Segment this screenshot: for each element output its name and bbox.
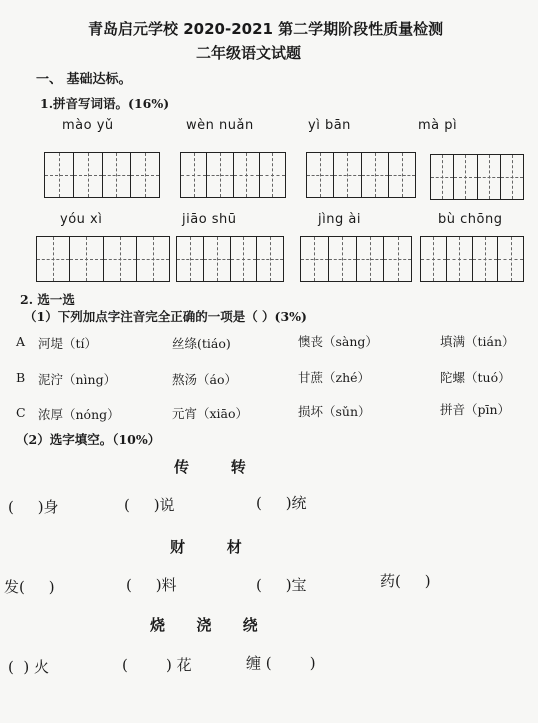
writing-grid[interactable] [180, 152, 286, 198]
exam-title: 青岛启元学校 2020-2021 第二学期阶段性质量检测 [88, 20, 444, 38]
option-item: 泥泞（nìng） [38, 372, 117, 387]
option-item: 甘蔗（zhé） [298, 370, 371, 385]
writing-grid[interactable] [420, 236, 524, 282]
exam-subtitle: 二年级语文试题 [196, 44, 302, 62]
fill-blank[interactable]: ( )说 [124, 496, 175, 514]
fill-blank[interactable]: ( ) 火 [8, 658, 50, 676]
option-item: 陀螺（tuó） [440, 370, 511, 385]
fill-blank[interactable]: ( ) 花 [122, 656, 192, 674]
fill-blank[interactable]: 药( ) [380, 572, 431, 590]
pinyin-prompt: mào yǔ [62, 118, 114, 133]
fill-blank[interactable]: ( )身 [8, 498, 59, 516]
option-item: 懊丧（sàng） [298, 334, 378, 349]
option-item: 损坏（sǔn） [298, 404, 371, 419]
question1-heading: 1.拼音写词语。(16%) [40, 96, 170, 111]
fill-blank[interactable]: ( )料 [126, 576, 177, 594]
writing-grid[interactable] [44, 152, 160, 198]
writing-grid[interactable] [36, 236, 170, 282]
writing-grid[interactable] [306, 152, 416, 198]
char-choices: 烧 浇 绕 [150, 616, 258, 634]
option-item: 元宵（xiāo） [172, 406, 249, 421]
question2-heading: 2. 选一选 [20, 292, 75, 307]
option-item: 填满（tián） [440, 334, 515, 349]
char-choices: 财 材 [170, 538, 242, 556]
option-item: 浓厚（nóng） [38, 407, 120, 422]
fill-blank[interactable]: ( )宝 [256, 576, 307, 594]
question2-part1: （1）下列加点字注音完全正确的一项是（ ）(3%) [24, 309, 307, 324]
option-item: 河堤（tí） [38, 336, 98, 351]
fill-blank[interactable]: 发( ) [4, 578, 55, 596]
option-letter-b: B [16, 370, 26, 385]
option-letter-a: A [16, 334, 26, 349]
pinyin-prompt: wèn nuǎn [186, 118, 254, 133]
pinyin-prompt: mà pì [418, 118, 458, 133]
section-heading: 一、 基础达标。 [36, 72, 132, 87]
pinyin-prompt: yì bān [308, 118, 351, 133]
fill-blank[interactable]: ( )统 [256, 494, 307, 512]
pinyin-prompt: jìng ài [318, 212, 361, 227]
char-choices: 传 转 [174, 458, 246, 476]
writing-grid[interactable] [430, 154, 524, 200]
pinyin-prompt: jiāo shū [182, 212, 237, 227]
option-letter-c: C [16, 405, 26, 420]
question2-part2: （2）选字填空。（10%） [16, 432, 161, 447]
fill-blank[interactable]: 缠 ( ) [246, 654, 316, 672]
pinyin-prompt: bù chōng [438, 212, 503, 227]
option-item: 拼音（pīn） [440, 402, 511, 417]
option-item: 熬汤（áo） [172, 372, 237, 387]
writing-grid[interactable] [300, 236, 412, 282]
option-item: 丝绦(tiáo) [172, 336, 231, 351]
writing-grid[interactable] [176, 236, 284, 282]
pinyin-prompt: yóu xì [60, 212, 103, 227]
